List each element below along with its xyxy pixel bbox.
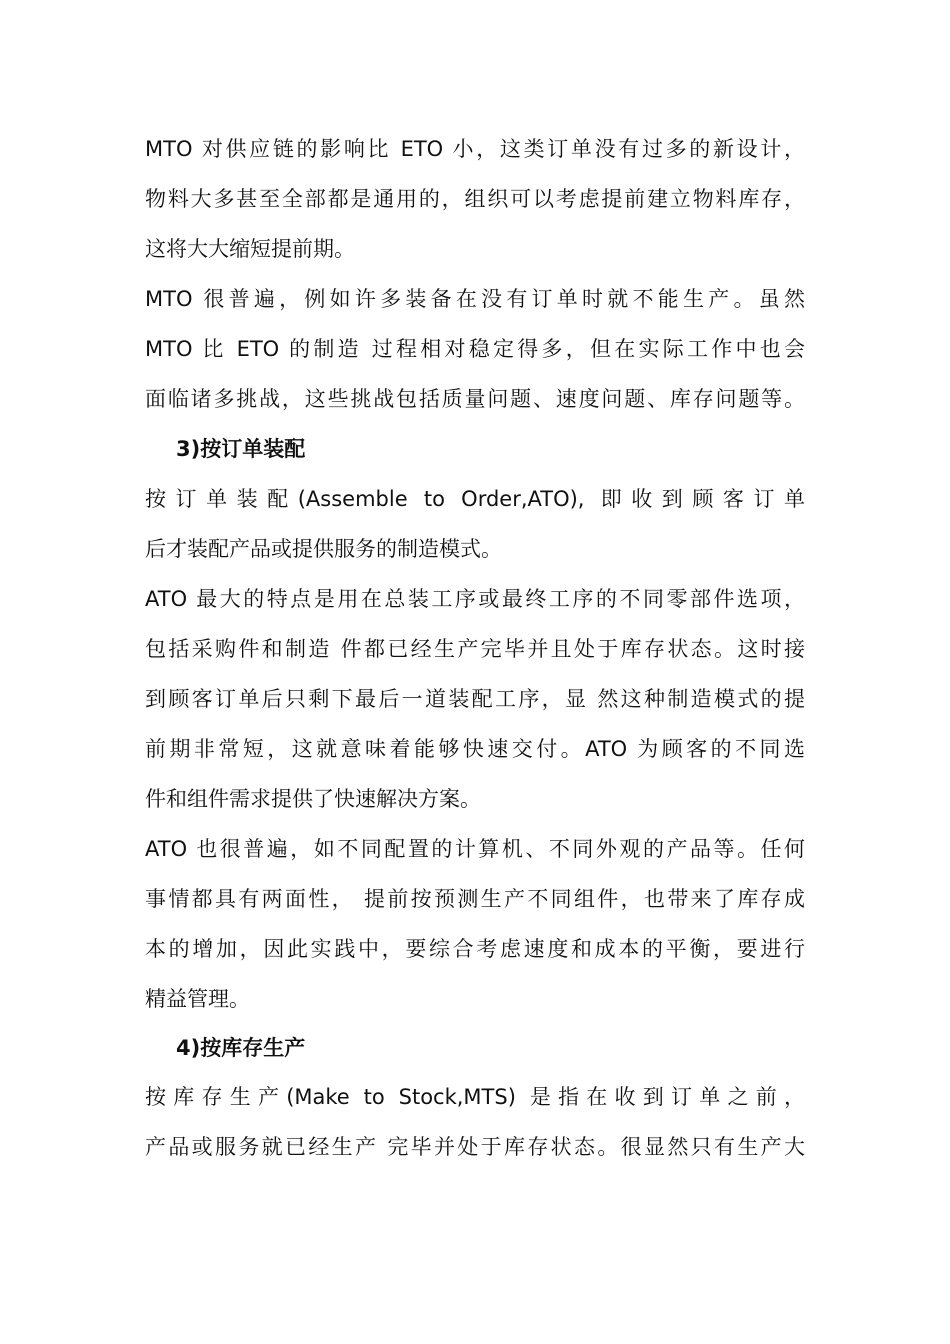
paragraph-line: MTO 比 ETO 的制造 过程相对稳定得多，但在实际工作中也会	[145, 337, 805, 361]
paragraph-line: ATO 也很普遍，如不同配置的计算机、不同外观的产品等。任何	[145, 837, 805, 861]
paragraph-line: 本的增加，因此实践中，要综合考虑速度和成本的平衡，要进行	[145, 937, 805, 961]
paragraph-line: 精益管理。	[145, 987, 250, 1011]
paragraph-line: 按库存生产(Make to Stock,MTS) 是指在收到订单之前，	[145, 1085, 805, 1109]
paragraph-line: MTO 对供应链的影响比 ETO 小，这类订单没有过多的新设计，	[145, 137, 805, 161]
paragraph-line: 事情都具有两面性， 提前按预测生产不同组件，也带来了库存成	[145, 887, 805, 911]
paragraph-line: 面临诸多挑战，这些挑战包括质量问题、速度问题、库存问题等。	[145, 387, 805, 411]
paragraph-line: ATO 最大的特点是用在总装工序或最终工序的不同零部件选项，	[145, 587, 805, 611]
section-heading: 3)按订单装配	[176, 437, 306, 461]
paragraph-line: 到顾客订单后只剩下最后一道装配工序，显 然这种制造模式的提	[145, 687, 805, 711]
section-heading: 4)按库存生产	[176, 1036, 306, 1060]
paragraph-line: 这将大大缩短提前期。	[145, 237, 355, 261]
paragraph-line: 包括采购件和制造 件都已经生产完毕并且处于库存状态。这时接	[145, 637, 805, 661]
paragraph-line: 按订单装配(Assemble to Order,ATO), 即收到顾客订单	[145, 487, 805, 511]
paragraph-line: 前期非常短，这就意味着能够快速交付。ATO 为顾客的不同选	[145, 737, 805, 761]
paragraph-line: 产品或服务就已经生产 完毕并处于库存状态。很显然只有生产大	[145, 1135, 805, 1159]
paragraph-line: 件和组件需求提供了快速解决方案。	[145, 787, 481, 811]
paragraph-line: MTO 很普遍，例如许多装备在没有订单时就不能生产。虽然	[145, 287, 805, 311]
paragraph-line: 后才装配产品或提供服务的制造模式。	[145, 537, 502, 561]
paragraph-line: 物料大多甚至全部都是通用的，组织可以考虑提前建立物料库存，	[145, 187, 805, 211]
